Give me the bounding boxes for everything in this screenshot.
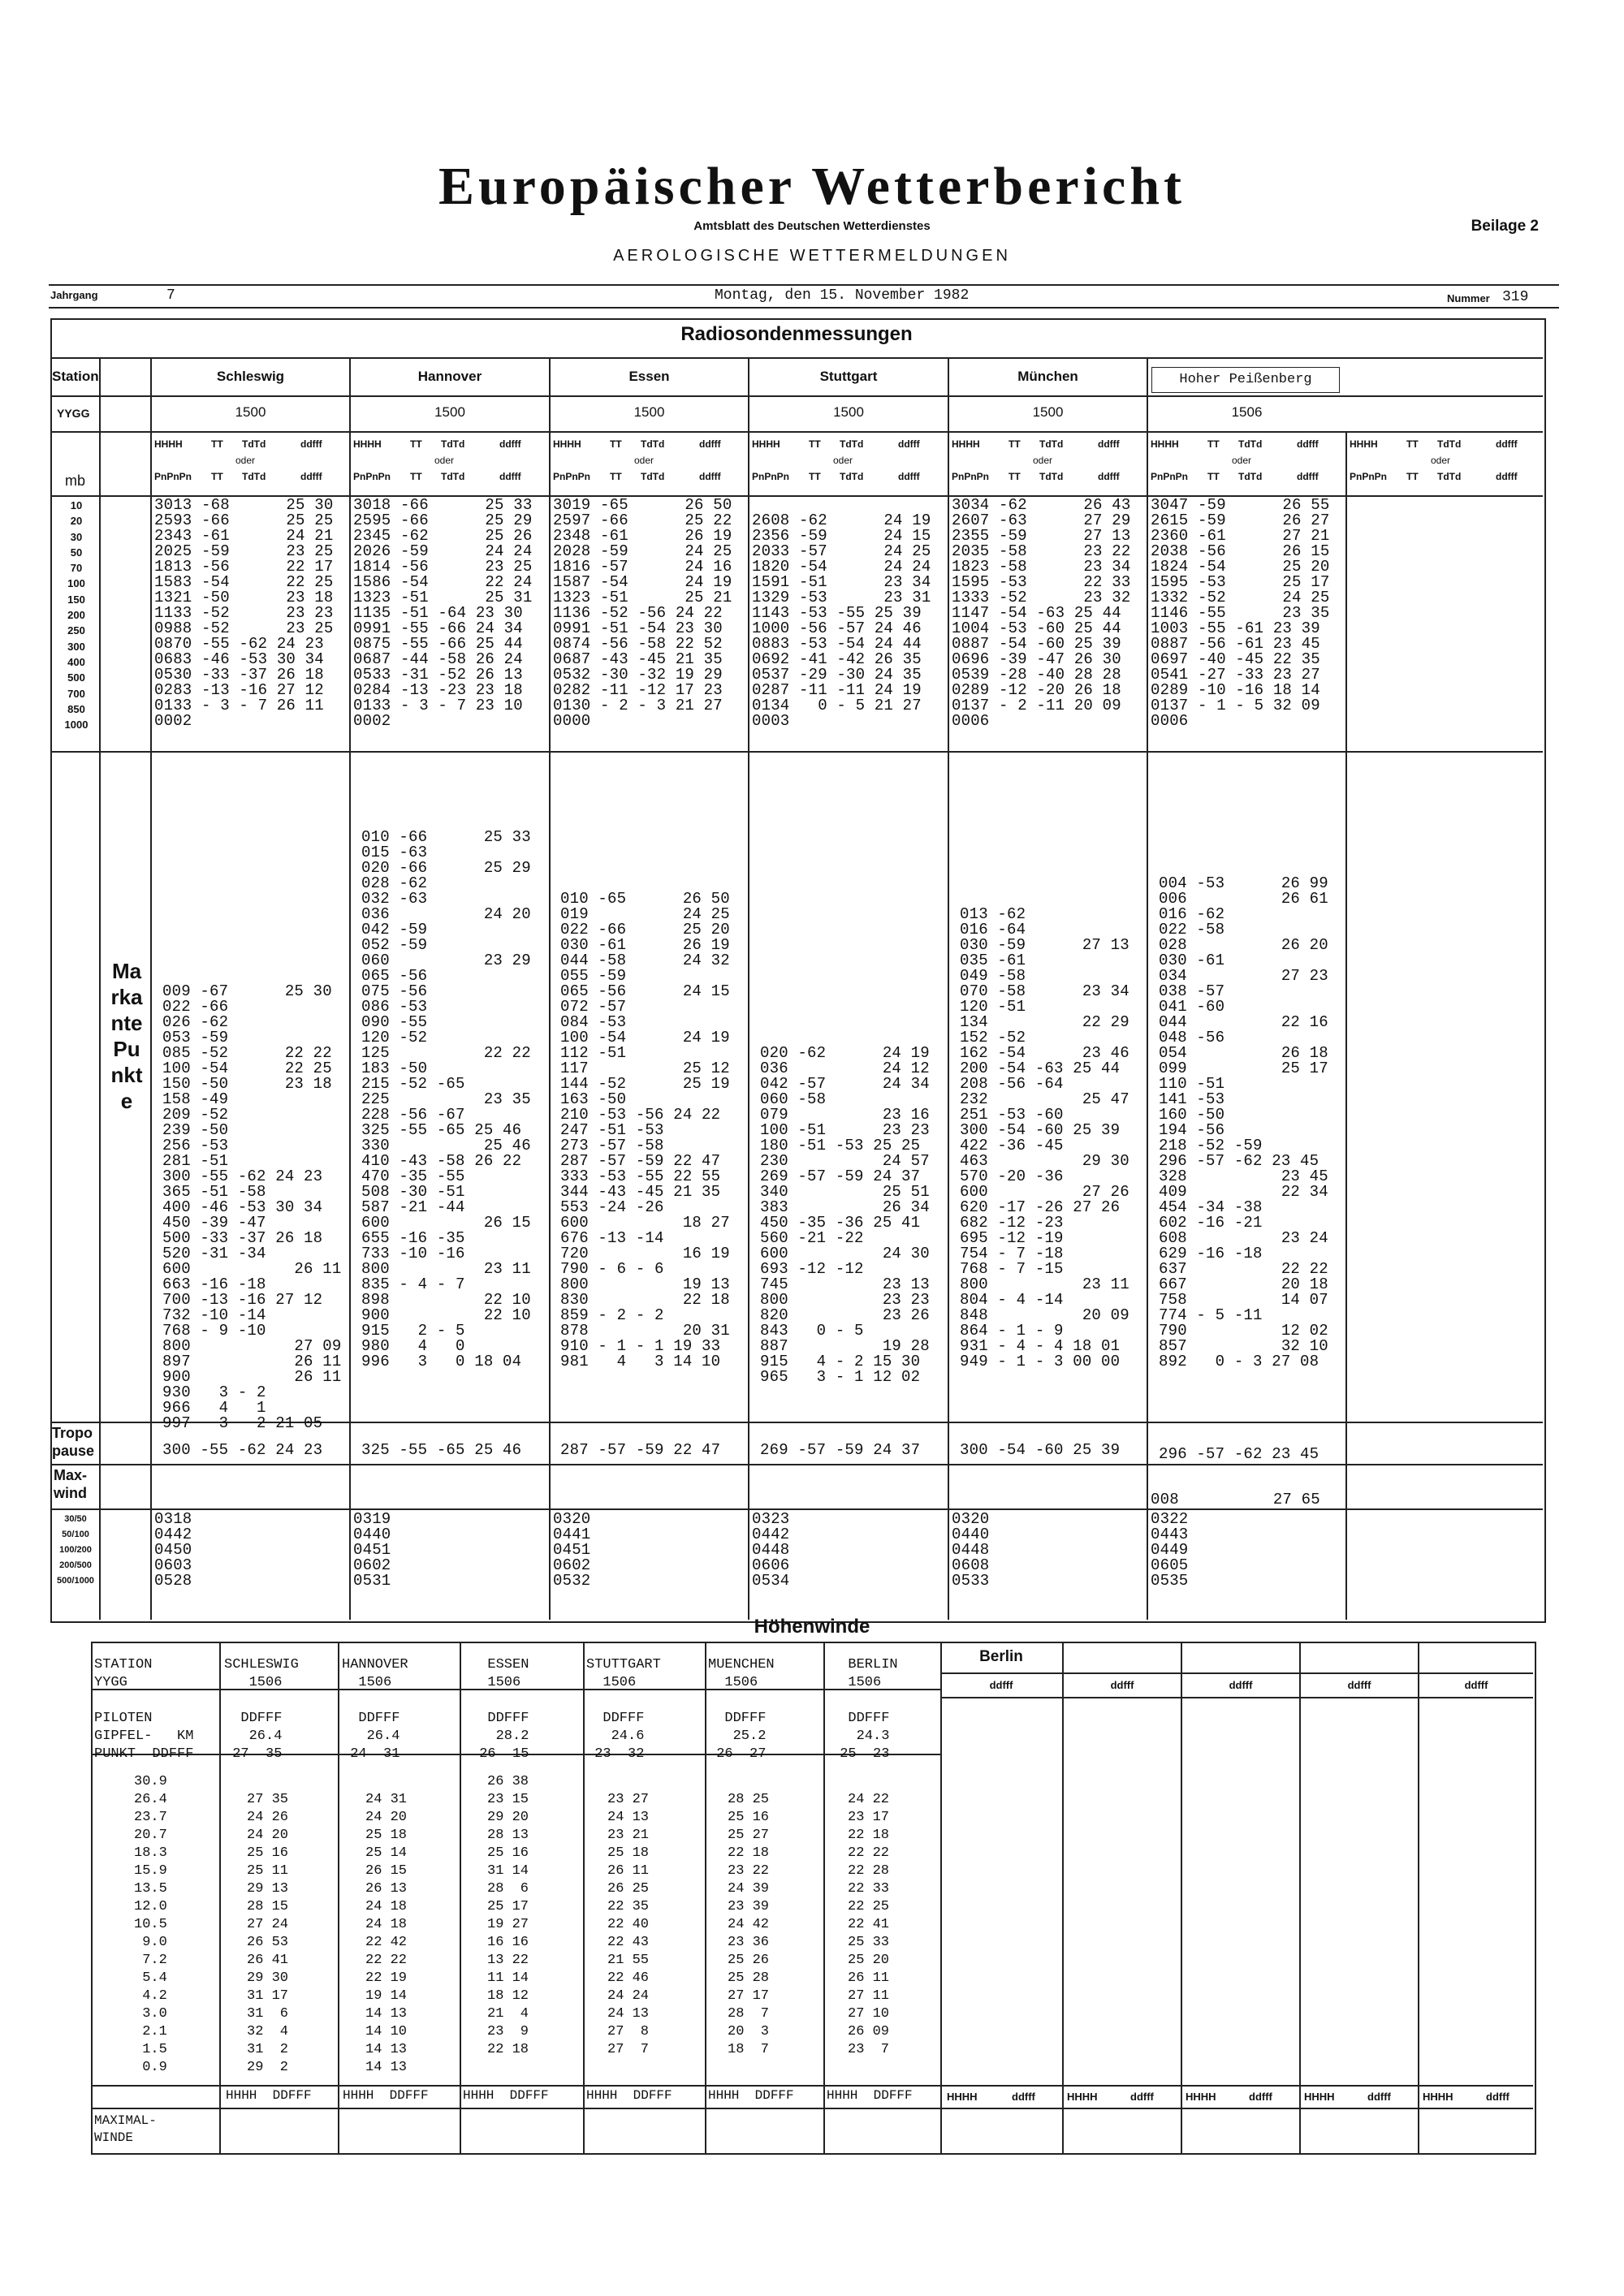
pnpnpn-head: PnPnPn bbox=[154, 471, 192, 482]
mb-level: 200 bbox=[67, 609, 85, 622]
ddfff-head: ddfff bbox=[699, 438, 721, 450]
tdtd-head: TdTd bbox=[1238, 471, 1263, 482]
ddfff-head: ddfff bbox=[699, 471, 721, 482]
mb-level: 30 bbox=[70, 530, 83, 543]
right-bottom: ddfff bbox=[1367, 2091, 1391, 2103]
tropo-value: 296 -57 -62 23 45 bbox=[1159, 1445, 1320, 1463]
oder-head: oder bbox=[235, 455, 256, 466]
ddfff-head: ddfff bbox=[499, 438, 521, 450]
column-header-group bbox=[353, 438, 546, 495]
thickness-label: 30/50 bbox=[64, 1514, 87, 1524]
col-line bbox=[460, 1642, 461, 2153]
tdtd-head: TdTd bbox=[1437, 438, 1462, 450]
col-line bbox=[705, 1642, 706, 2153]
pnpnpn-head: PnPnPn bbox=[1350, 471, 1388, 482]
hoehenwinde-title: Höhenwinde bbox=[754, 1616, 870, 1638]
std-levels-schleswig: 3013 -68 25 30 2593 -66 25 25 2343 -61 24 21 2025 -59 23 25 1813 -56 22 17 1583 -54 22 25 1321 -50 23 18 1133 -52 23 23 0988 -52 23 25 0870 -55 -62 24 23 0683 -46 -53 30 34 0530 -33 -37 26 18 0283 -13 -16 27 12 0133 - 3 - 7 26 11 0002 bbox=[154, 496, 334, 730]
thickness-values: 0318 0442 0450 0603 0528 bbox=[154, 1510, 192, 1590]
mb-level: 50 bbox=[70, 546, 83, 559]
hw-station-essen: ESSEN 1506 DDFFF 28.2 26 15 bbox=[479, 1657, 529, 1762]
tdtd-head: TdTd bbox=[641, 471, 665, 482]
right-bottom: HHHH bbox=[1067, 2091, 1098, 2103]
hw-winds-essen: 26 38 23 15 29 20 28 13 25 16 31 14 28 6 25 17 19 27 16 16 13 22 11 14 18 12 21 4 23 9 22 18 bbox=[487, 1774, 529, 2057]
station-name: München bbox=[1017, 369, 1078, 384]
tt-head: TT bbox=[809, 438, 821, 450]
hw-station-schleswig: SCHLESWIG 1506 DDFFF 26.4 27 35 bbox=[224, 1657, 299, 1762]
section-title: AEROLOGISCHE WETTERMELDUNGEN bbox=[613, 247, 1011, 265]
column-header-group bbox=[952, 438, 1145, 495]
hw-winds-berlin: 24 22 23 17 22 18 22 22 22 28 22 33 22 25 22 41 25 33 25 20 26 11 27 11 27 10 26 09 23 7 bbox=[848, 1792, 890, 2057]
yygg-value: 1500 bbox=[833, 404, 864, 420]
tt-head: TT bbox=[1009, 438, 1021, 450]
thickness-values: 0322 0443 0449 0605 0535 bbox=[1151, 1510, 1189, 1590]
issue-date: Montag, den 15. November 1982 bbox=[715, 287, 970, 304]
oder-head: oder bbox=[1232, 455, 1252, 466]
hw-station-muenchen: MUENCHEN 1506 DDFFF 25.2 26 27 bbox=[708, 1657, 775, 1762]
mb-level: 100 bbox=[67, 577, 85, 590]
mb-level: 500 bbox=[67, 671, 85, 684]
row-line bbox=[50, 1508, 1543, 1510]
hw-max-head: HHHH DDFFF bbox=[463, 2088, 549, 2103]
beilage-label: Beilage 2 bbox=[1471, 218, 1539, 235]
station-name: Essen bbox=[628, 369, 670, 384]
markante-essen: 010 -65 26 50 019 24 25 022 -66 25 20 030 -61 26 19 044 -58 24 32 055 -59 065 -56 24 15 072 -57 084 -53 100 -54 24 19 112 -51 117 25 12 144 -52 25 19 163 -50 210 -53 -56 24 22 247 -51 -53 273 -57 -58 287 -57 -59 22 47 333 -53 -55 22 55 344 -43 -45 21 35 553 -24 -26 600 18 27 676 -13 -14 720 16 19 790 - 6 - 6 800 19 13 830 22 18 859 - 2 - 2 878 20 31 910 - 1 - 1 19 33 981 4 3 14 10 bbox=[560, 890, 730, 1370]
column-header-group bbox=[1350, 438, 1541, 495]
tdtd-head: TdTd bbox=[441, 438, 465, 450]
right-head: ddfff bbox=[1110, 1679, 1134, 1691]
std-levels-essen: 3019 -65 26 50 2597 -66 25 22 2348 -61 26 19 2028 -59 24 25 1816 -57 24 16 1587 -54 24 19 1323 -51 25 21 1136 -52 -56 24 22 0991 -51 -54 23 30 0874 -56 -58 22 52 0687 -43 -45 21 35 0532 -30 -32 19 29 0282 -11 -12 17 23 0130 - 2 - 3 21 27 0000 bbox=[553, 496, 732, 730]
hhhh-head: HHHH bbox=[952, 438, 980, 450]
right-head: ddfff bbox=[989, 1679, 1013, 1691]
maximal-winde-label: MAXIMAL- WINDE bbox=[94, 2113, 157, 2145]
yygg-value: 1500 bbox=[1032, 404, 1064, 420]
std-levels-hannover: 3018 -66 25 33 2595 -66 25 29 2345 -62 25 26 2026 -59 24 24 1814 -56 23 25 1586 -54 22 24 1323 -51 25 31 1135 -51 -64 23 30 0991 -55 -66 24 34 0875 -55 -66 25 44 0687 -44 -58 26 24 0533 -31 -52 26 13 0284 -13 -23 23 18 0133 - 3 - 7 23 10 0002 bbox=[353, 496, 533, 730]
col-line bbox=[583, 1642, 585, 2153]
markante-muenchen: 013 -62 016 -64 030 -59 27 13 035 -61 049 -58 070 -58 23 34 120 -51 134 22 29 152 -52 162 -54 23 46 200 -54 -63 25 44 208 -56 -64 232 25 47 251 -53 -60 300 -54 -60 25 39 422 -36 -45 463 29 30 570 -20 -36 600 27 26 620 -17 -26 27 26 682 -12 -23 695 -12 -19 754 - 7 -18 768 - 7 -15 800 23 11 804 - 4 -14 848 20 09 864 - 1 - 9 931 - 4 - 4 18 01 949 - 1 - 3 00 00 bbox=[960, 905, 1129, 1370]
col-line bbox=[748, 357, 749, 1620]
tdtd-head: TdTd bbox=[441, 471, 465, 482]
thickness-labels bbox=[52, 1512, 99, 1589]
tt-head: TT bbox=[410, 471, 422, 482]
mb-level: 250 bbox=[67, 624, 85, 637]
tt-head: TT bbox=[1207, 438, 1220, 450]
right-head: ddfff bbox=[1464, 1679, 1488, 1691]
radiosonde-title: Radiosondenmessungen bbox=[680, 323, 913, 345]
oder-head: oder bbox=[1033, 455, 1053, 466]
hw-winds-stuttgart: 23 27 24 13 23 21 25 18 26 11 26 25 22 35 22 40 22 43 21 55 22 46 24 24 24 13 27 8 27 7 bbox=[607, 1792, 650, 2057]
right-head: ddfff bbox=[1229, 1679, 1253, 1691]
yygg-value: 1506 bbox=[1231, 404, 1263, 420]
hw-winds-schleswig: 27 35 24 26 24 20 25 16 25 11 29 13 28 15 27 24 26 53 26 41 29 30 31 17 31 6 32 4 31 2 29 2 bbox=[247, 1792, 289, 2075]
maxwind-label: Max-wind bbox=[54, 1467, 88, 1501]
pnpnpn-head: PnPnPn bbox=[952, 471, 990, 482]
row-line bbox=[50, 431, 1543, 433]
ddfff-head: ddfff bbox=[1297, 438, 1319, 450]
right-bottom: HHHH bbox=[1304, 2091, 1335, 2103]
tropopause-label: Tropopause bbox=[52, 1425, 95, 1459]
mb-level: 1000 bbox=[64, 719, 89, 732]
tdtd-head: TdTd bbox=[1039, 471, 1064, 482]
hw-station-stuttgart: STUTTGART 1506 DDFFF 24.6 23 32 bbox=[586, 1657, 661, 1762]
maxwind-value: 008 27 65 bbox=[1151, 1491, 1320, 1508]
jahrgang-value: 7 bbox=[166, 287, 175, 304]
tropo-value: 325 -55 -65 25 46 bbox=[361, 1441, 522, 1459]
right-bottom: HHHH bbox=[947, 2091, 978, 2103]
hw-station-berlin: BERLIN 1506 DDFFF 24.3 25 23 bbox=[840, 1657, 898, 1762]
station-name: Hannover bbox=[417, 369, 482, 384]
pnpnpn-head: PnPnPn bbox=[553, 471, 591, 482]
pnpnpn-head: PnPnPn bbox=[1151, 471, 1189, 482]
ddfff-head: ddfff bbox=[898, 438, 920, 450]
markante-hannover: 010 -66 25 33 015 -63 020 -66 25 29 028 -62 032 -63 036 24 20 042 -59 052 -59 060 23 29 065 -56 075 -56 086 -53 090 -55 120 -52 125 22 22 183 -50 215 -52 -65 225 23 35 228 -56 -67 325 -55 -65 25 46 330 25 46 410 -43 -58 26 22 470 -35 -55 508 -30 -51 587 -21 -44 600 26 15 655 -16 -35 733 -10 -16 800 23 11 835 - 4 - 7 898 22 10 900 22 10 915 2 - 5 980 4 0 996 3 0 18 04 bbox=[361, 828, 531, 1370]
hw-max-head: HHHH DDFFF bbox=[827, 2088, 913, 2103]
header-rule-top bbox=[49, 284, 1559, 286]
right-bottom: ddfff bbox=[1130, 2091, 1154, 2103]
hw-max-head: HHHH DDFFF bbox=[586, 2088, 672, 2103]
ddfff-head: ddfff bbox=[898, 471, 920, 482]
yygg-value: 1500 bbox=[434, 404, 465, 420]
row-line bbox=[940, 2085, 1533, 2087]
tropo-value: 300 -55 -62 24 23 bbox=[162, 1441, 323, 1459]
hw-winds-muenchen: 28 25 25 16 25 27 22 18 23 22 24 39 23 39 24 42 23 36 25 26 25 28 27 17 28 7 20 3 18 7 bbox=[728, 1792, 770, 2057]
tdtd-head: TdTd bbox=[1238, 438, 1263, 450]
markante-stuttgart: 020 -62 24 19 036 24 12 042 -57 24 34 060 -58 079 23 16 100 -51 23 23 180 -51 -53 25 25 230 24 57 269 -57 -59 24 37 340 25 51 383 26 34 450 -35 -36 25 41 560 -21 -22 600 24 30 693 -12 -12 745 23 13 800 23 23 820 23 26 843 0 - 5 887 19 28 915 4 - 2 15 30 965 3 - 1 12 02 bbox=[760, 1044, 930, 1386]
mb-level: 150 bbox=[67, 593, 85, 606]
hw-max-head: HHHH DDFFF bbox=[343, 2088, 429, 2103]
thickness-values: 0320 0440 0448 0608 0533 bbox=[952, 1510, 990, 1590]
pnpnpn-head: PnPnPn bbox=[752, 471, 790, 482]
thickness-values: 0323 0442 0448 0606 0534 bbox=[752, 1510, 790, 1590]
column-header-group bbox=[553, 438, 746, 495]
tropo-value: 300 -54 -60 25 39 bbox=[960, 1441, 1121, 1459]
mb-level: 700 bbox=[67, 687, 85, 700]
tropo-value: 287 -57 -59 22 47 bbox=[560, 1441, 721, 1459]
tt-head: TT bbox=[410, 438, 422, 450]
col-line bbox=[549, 357, 551, 1620]
ddfff-head: ddfff bbox=[1496, 471, 1518, 482]
oder-head: oder bbox=[434, 455, 455, 466]
yygg-value: 1500 bbox=[235, 404, 266, 420]
mb-level: 20 bbox=[70, 515, 83, 528]
col-line bbox=[1062, 1642, 1064, 2153]
ddfff-head: ddfff bbox=[300, 471, 322, 482]
hoehenwinde-row-labels: STATION YYGG PILOTEN GIPFEL- KM PUNKT DDFFF bbox=[94, 1657, 194, 1762]
col-line bbox=[1418, 1642, 1419, 2153]
hhhh-head: HHHH bbox=[752, 438, 780, 450]
markante-punkte-label: Markante Punkte bbox=[110, 959, 149, 1113]
markante-schleswig: 009 -67 25 30 022 -66 026 -62 053 -59 085 -52 22 22 100 -54 22 25 150 -50 23 18 158 -49 209 -52 239 -50 256 -53 281 -51 300 -55 -62 24 23 365 -51 -58 400 -46 -53 30 34 450 -39 -47 500 -33 -37 26 18 520 -31 -34 600 26 11 663 -16 -18 700 -13 -16 27 12 732 -10 -14 768 - 9 -10 800 27 09 897 26 11 900 26 11 930 3 - 2 966 4 1 997 3 2 21 05 bbox=[162, 982, 342, 1432]
row-line bbox=[50, 751, 1543, 753]
tt-head: TT bbox=[1009, 471, 1021, 482]
thickness-label: 100/200 bbox=[59, 1545, 92, 1555]
right-bottom: HHHH bbox=[1423, 2091, 1453, 2103]
ddfff-head: ddfff bbox=[1098, 438, 1120, 450]
column-header-group bbox=[1151, 438, 1344, 495]
tdtd-head: TdTd bbox=[641, 438, 665, 450]
thickness-values: 0319 0440 0451 0602 0531 bbox=[353, 1510, 391, 1590]
tt-head: TT bbox=[211, 471, 223, 482]
row-line bbox=[940, 1672, 1533, 1674]
mb-level: 70 bbox=[70, 562, 83, 575]
thickness-label: 500/1000 bbox=[57, 1576, 94, 1586]
row-line bbox=[50, 1464, 1543, 1465]
tt-head: TT bbox=[1406, 438, 1419, 450]
subtitle: Amtsblatt des Deutschen Wetterdienstes bbox=[693, 219, 931, 233]
tdtd-head: TdTd bbox=[1437, 471, 1462, 482]
thickness-label: 200/500 bbox=[59, 1560, 92, 1570]
oder-head: oder bbox=[1431, 455, 1451, 466]
row-line bbox=[91, 2085, 940, 2087]
yygg-label: YYGG bbox=[57, 407, 90, 420]
col-line bbox=[219, 1642, 221, 2153]
column-header-group bbox=[154, 438, 348, 495]
std-levels-hoher-peissenberg: 3047 -59 26 55 2615 -59 26 27 2360 -61 27 21 2038 -56 26 15 1824 -54 25 20 1595 -53 25 17 1332 -52 24 25 1146 -55 23 35 1003 -55 -61 23 39 0887 -56 -61 23 45 0697 -40 -45 22 35 0541 -27 -33 23 27 0289 -10 -16 18 14 0137 - 1 - 5 32 09 0006 bbox=[1151, 496, 1330, 730]
hw-winds-hannover: 24 31 24 20 25 18 25 14 26 15 26 13 24 18 24 18 22 42 22 22 22 19 19 14 14 13 14 10 14 13 14 13 bbox=[365, 1792, 408, 2075]
hhhh-head: HHHH bbox=[1151, 438, 1179, 450]
row-line bbox=[940, 1697, 1533, 1698]
col-line bbox=[940, 1642, 942, 2153]
station-label: Station bbox=[52, 369, 99, 384]
mb-level: 10 bbox=[70, 499, 83, 511]
col-line bbox=[1345, 431, 1347, 1620]
pnpnpn-head: PnPnPn bbox=[353, 471, 391, 482]
ddfff-head: ddfff bbox=[1098, 471, 1120, 482]
col-line bbox=[823, 1642, 825, 2153]
hw-max-head: HHHH DDFFF bbox=[708, 2088, 794, 2103]
row-line bbox=[50, 357, 1543, 359]
tt-head: TT bbox=[809, 471, 821, 482]
mb-label: mb bbox=[65, 473, 86, 489]
col-line bbox=[948, 357, 949, 1620]
right-head: ddfff bbox=[1347, 1679, 1371, 1691]
berlin-label: Berlin bbox=[979, 1648, 1023, 1665]
oder-head: oder bbox=[833, 455, 853, 466]
yygg-value: 1500 bbox=[633, 404, 665, 420]
row-line bbox=[940, 2108, 1533, 2109]
nummer-label: Nummer bbox=[1447, 292, 1490, 304]
ddfff-head: ddfff bbox=[300, 438, 322, 450]
tt-head: TT bbox=[1207, 471, 1220, 482]
oder-head: oder bbox=[634, 455, 654, 466]
tdtd-head: TdTd bbox=[242, 471, 266, 482]
ddfff-head: ddfff bbox=[1496, 438, 1518, 450]
nummer-value: 319 bbox=[1502, 289, 1529, 305]
station-name: Schleswig bbox=[216, 369, 285, 384]
hw-km-levels: 30.9 26.4 23.7 20.7 18.3 15.9 13.5 12.0 10.5 9.0 7.2 5.4 4.2 3.0 2.1 1.5 0.9 bbox=[134, 1774, 167, 2075]
hhhh-head: HHHH bbox=[154, 438, 183, 450]
mb-level: 850 bbox=[67, 702, 85, 715]
ddfff-head: ddfff bbox=[499, 471, 521, 482]
hhhh-head: HHHH bbox=[353, 438, 382, 450]
col-line bbox=[1181, 1642, 1182, 2153]
mb-level: 300 bbox=[67, 640, 85, 653]
hw-station-hannover: HANNOVER 1506 DDFFF 26.4 24 31 bbox=[342, 1657, 408, 1762]
tt-head: TT bbox=[610, 471, 622, 482]
hhhh-head: HHHH bbox=[553, 438, 581, 450]
header-rule-bottom bbox=[49, 307, 1559, 309]
jahrgang-label: Jahrgang bbox=[50, 289, 98, 301]
tdtd-head: TdTd bbox=[840, 471, 864, 482]
row-line bbox=[91, 2108, 940, 2109]
tdtd-head: TdTd bbox=[1039, 438, 1064, 450]
hhhh-head: HHHH bbox=[1350, 438, 1378, 450]
right-bottom: ddfff bbox=[1012, 2091, 1035, 2103]
col-line bbox=[1147, 357, 1148, 1620]
col-line bbox=[1299, 1642, 1301, 2153]
thickness-label: 50/100 bbox=[62, 1530, 89, 1539]
col-line bbox=[150, 357, 152, 1620]
hoehenwinde-table bbox=[91, 1642, 1536, 2155]
column-header-group bbox=[752, 438, 945, 495]
tt-head: TT bbox=[610, 438, 622, 450]
ddfff-head: ddfff bbox=[1297, 471, 1319, 482]
right-bottom: HHHH bbox=[1186, 2091, 1216, 2103]
right-bottom: ddfff bbox=[1249, 2091, 1272, 2103]
col-line bbox=[349, 357, 351, 1620]
page-title: Europäischer Wetterbericht bbox=[438, 157, 1186, 216]
station-name: Hoher Peißenberg bbox=[1151, 367, 1340, 393]
tdtd-head: TdTd bbox=[242, 438, 266, 450]
markante-hoher-peissenberg: 004 -53 26 99 006 26 61 016 -62 022 -58 028 26 20 030 -61 034 27 23 038 -57 041 -60 044 22 16 048 -56 054 26 18 099 25 17 110 -51 141 -53 160 -50 194 -56 218 -52 -59 296 -57 -62 23 45 328 23 45 409 22 34 454 -34 -38 602 -16 -21 608 23 24 629 -16 -18 637 22 22 667 20 18 758 14 07 774 - 5 -11 790 12 02 857 32 10 892 0 - 3 27 08 bbox=[1159, 874, 1328, 1370]
right-bottom: ddfff bbox=[1486, 2091, 1510, 2103]
thickness-values: 0320 0441 0451 0602 0532 bbox=[553, 1510, 591, 1590]
tt-head: TT bbox=[1406, 471, 1419, 482]
tt-head: TT bbox=[211, 438, 223, 450]
std-levels-stuttgart: 2608 -62 24 19 2356 -59 24 15 2033 -57 24 25 1820 -54 24 24 1591 -51 23 34 1329 -53 23 31 1143 -53 -55 25 39 1000 -56 -57 24 46 0883 -53 -54 24 44 0692 -41 -42 26 35 0537 -29 -30 24 35 0287 -11 -11 24 19 0134 0 - 5 21 27 0003 bbox=[752, 511, 931, 730]
row-line bbox=[50, 395, 1543, 397]
mb-level-list bbox=[52, 498, 101, 732]
std-levels-muenchen: 3034 -62 26 43 2607 -63 27 29 2355 -59 27 13 2035 -58 23 22 1823 -58 23 34 1595 -53 22 33 1333 -52 23 32 1147 -54 -63 25 44 1004 -53 -60 25 44 0887 -54 -60 25 39 0696 -39 -47 26 30 0539 -28 -40 28 28 0289 -12 -20 26 18 0137 - 2 -11 20 09 0006 bbox=[952, 496, 1131, 730]
tropo-value: 269 -57 -59 24 37 bbox=[760, 1441, 921, 1459]
tdtd-head: TdTd bbox=[840, 438, 864, 450]
hw-max-head: HHHH DDFFF bbox=[226, 2088, 312, 2103]
col-line bbox=[338, 1642, 339, 2153]
mb-level: 400 bbox=[67, 655, 85, 668]
station-name: Stuttgart bbox=[819, 369, 878, 384]
